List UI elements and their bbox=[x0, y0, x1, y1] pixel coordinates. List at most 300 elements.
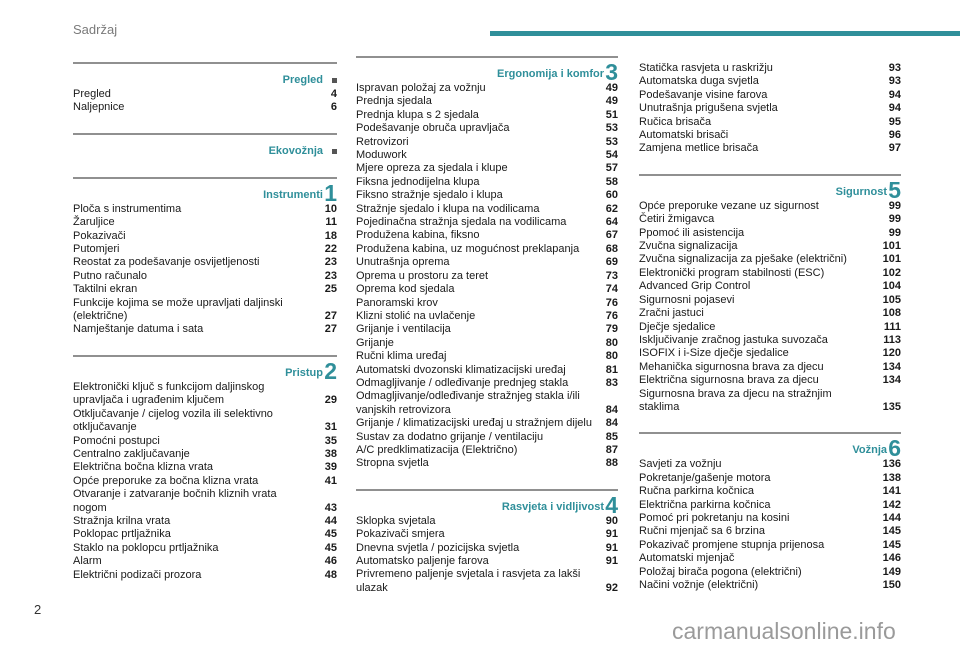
entry-page-number: 91 bbox=[605, 541, 618, 554]
entry-page-number: 83 bbox=[605, 376, 618, 389]
entry-label: Otvaranje i zatvaranje bočnih kliznih vrata nogom bbox=[73, 488, 277, 514]
toc-entry[interactable] bbox=[73, 435, 337, 448]
toc-entry[interactable] bbox=[639, 240, 901, 253]
entry-page-number: 51 bbox=[605, 108, 618, 121]
entry-label: Električna bočna klizna vrata bbox=[73, 461, 214, 474]
entry-label: Dnevna svjetla / pozicijska svjetla bbox=[356, 541, 520, 554]
entry-label: Pojedinačna stražnja sjedala na vodilicama bbox=[356, 216, 567, 229]
entry-label: Zvučna signalizacija za pješake (električni) bbox=[639, 253, 847, 266]
entry-label: Unutrašnja oprema bbox=[356, 256, 450, 269]
entry-label: Ploča s instrumentima bbox=[73, 202, 182, 215]
toc-entry[interactable] bbox=[356, 310, 618, 323]
toc-entry[interactable] bbox=[356, 109, 618, 122]
toc-entry[interactable] bbox=[639, 116, 901, 129]
entry-page-number: 90 bbox=[605, 514, 618, 527]
toc-entry[interactable] bbox=[356, 444, 618, 457]
entry-page-number: 23 bbox=[324, 256, 337, 269]
entry-page-number: 97 bbox=[888, 142, 901, 155]
toc-entry[interactable] bbox=[356, 337, 618, 350]
entry-label: Pregled bbox=[73, 88, 111, 100]
entry-page-number: 23 bbox=[324, 269, 337, 282]
section-title: Rasvjeta i vidljivost bbox=[501, 500, 604, 513]
entry-label: Moduwork bbox=[356, 149, 407, 162]
toc-entry[interactable] bbox=[639, 566, 901, 579]
entry-label: Podešavanje obruča upravljača bbox=[356, 122, 510, 135]
toc-entry[interactable] bbox=[356, 243, 618, 256]
watermark: carmanualsonline.info bbox=[672, 618, 896, 644]
toc-section bbox=[73, 133, 337, 159]
entry-label: Alarm bbox=[73, 555, 102, 568]
entry-page-number: 145 bbox=[882, 538, 901, 551]
toc-entry[interactable] bbox=[356, 149, 618, 162]
entry-label: Odmagljivanje / odleđivanje prednjeg stakla bbox=[356, 376, 569, 389]
entry-label: Namještanje datuma i sata bbox=[73, 323, 204, 336]
toc-entry[interactable] bbox=[73, 323, 337, 336]
entry-page-number: 45 bbox=[324, 528, 337, 541]
entry-page-number: 10 bbox=[324, 202, 337, 215]
entry-label: Prednja klupa s 2 sjedala bbox=[356, 108, 479, 121]
entry-page-number: 111 bbox=[883, 320, 901, 333]
toc-entry[interactable] bbox=[356, 270, 618, 283]
entry-label: Ppomoć ili asistencija bbox=[639, 226, 745, 239]
section-title: Ekovožnja bbox=[268, 144, 323, 157]
toc-section bbox=[639, 432, 901, 592]
entry-list bbox=[356, 515, 618, 595]
section-title: Sigurnost bbox=[835, 185, 887, 198]
toc-entry[interactable] bbox=[639, 280, 901, 293]
section-header bbox=[73, 62, 337, 88]
entry-page-number: 4 bbox=[330, 88, 337, 100]
section-title: Instrumenti bbox=[263, 188, 323, 201]
entry-label: Mehanička sigurnosna brava za djecu bbox=[639, 360, 824, 373]
section-number: 1 bbox=[324, 179, 337, 206]
entry-label: Žaruljice bbox=[73, 216, 115, 229]
entry-page-number: 57 bbox=[605, 162, 618, 175]
entry-page-number: 134 bbox=[882, 374, 901, 387]
entry-list bbox=[73, 203, 337, 337]
entry-page-number: 27 bbox=[324, 310, 337, 323]
entry-label: Klizni stolić na uvlačenje bbox=[356, 309, 476, 322]
entry-label: Stropna svjetla bbox=[356, 457, 429, 470]
toc-entry[interactable] bbox=[73, 216, 337, 229]
entry-label: Statička rasvjeta u raskrižju bbox=[639, 62, 773, 74]
entry-label: Retrovizori bbox=[356, 135, 409, 148]
entry-label: Opće preporuke vezane uz sigurnost bbox=[639, 199, 819, 212]
toc-entry[interactable] bbox=[356, 542, 618, 555]
entry-page-number: 74 bbox=[605, 283, 618, 296]
toc-entry[interactable] bbox=[356, 176, 618, 189]
entry-page-number: 141 bbox=[882, 485, 901, 498]
entry-label: Zračni jastuci bbox=[639, 307, 704, 320]
entry-label: Pokazivač promjene stupnja prijenosa bbox=[639, 538, 825, 551]
entry-page-number: 93 bbox=[888, 62, 901, 74]
entry-label: Advanced Grip Control bbox=[639, 280, 751, 293]
section-title: Vožnja bbox=[852, 444, 887, 457]
toc-entry[interactable] bbox=[639, 485, 901, 498]
toc-entry[interactable] bbox=[639, 294, 901, 307]
entry-page-number: 69 bbox=[605, 256, 618, 269]
entry-page-number: 96 bbox=[888, 129, 901, 142]
entry-page-number: 35 bbox=[324, 434, 337, 447]
toc-entry[interactable] bbox=[73, 461, 337, 474]
toc-entry[interactable] bbox=[356, 377, 618, 390]
section-number: 3 bbox=[605, 59, 618, 85]
entry-label: Sigurnosna brava za djecu na stražnjim staklima bbox=[639, 387, 832, 413]
toc-entry[interactable] bbox=[639, 307, 901, 320]
toc-entry[interactable] bbox=[73, 243, 337, 256]
toc-entry[interactable] bbox=[73, 528, 337, 541]
entry-label: Fiksno stražnje sjedalo i klupa bbox=[356, 189, 503, 202]
entry-label: Elektronički ključ s funkcijom daljinskog upravljača i ugrađenim ključem bbox=[73, 380, 265, 407]
entry-page-number: 41 bbox=[324, 474, 337, 487]
toc-entry[interactable] bbox=[356, 95, 618, 108]
section-square-icon bbox=[332, 78, 337, 83]
entry-label: Načini vožnje (električni) bbox=[639, 579, 759, 591]
entry-page-number: 39 bbox=[324, 461, 337, 474]
toc-entry[interactable] bbox=[639, 458, 901, 471]
toc-entry[interactable] bbox=[73, 542, 337, 555]
entry-label: Putomjeri bbox=[73, 243, 120, 256]
entry-label: Grijanje i ventilacija bbox=[356, 323, 451, 336]
entry-label: Automatsko paljenje farova bbox=[356, 555, 489, 567]
toc-entry[interactable] bbox=[639, 267, 901, 280]
toc-entry[interactable] bbox=[356, 390, 618, 417]
section-header bbox=[639, 174, 901, 203]
section-number: 4 bbox=[605, 491, 618, 518]
entry-label: Grijanje / klimatizacijski uređaj u stražnjem dijelu bbox=[356, 417, 592, 430]
entry-page-number: 144 bbox=[882, 511, 901, 524]
entry-list bbox=[639, 62, 901, 156]
header-accent-bar bbox=[490, 31, 960, 36]
entry-page-number: 136 bbox=[882, 458, 901, 471]
entry-label: Mjere opreza za sjedala i klupe bbox=[356, 162, 508, 175]
entry-page-number: 44 bbox=[324, 514, 337, 527]
entry-page-number: 62 bbox=[605, 202, 618, 215]
entry-page-number: 45 bbox=[324, 541, 337, 554]
entry-page-number: 88 bbox=[605, 457, 618, 470]
entry-label: Ručica brisača bbox=[639, 115, 712, 128]
toc-entry[interactable] bbox=[356, 528, 618, 541]
toc-entry[interactable] bbox=[356, 189, 618, 202]
entry-page-number: 95 bbox=[888, 115, 901, 128]
toc-section bbox=[73, 62, 337, 115]
entry-page-number: 85 bbox=[605, 430, 618, 443]
entry-page-number: 11 bbox=[325, 216, 337, 229]
entry-page-number: 84 bbox=[605, 403, 618, 416]
toc-column-1 bbox=[73, 62, 337, 600]
entry-page-number: 79 bbox=[605, 323, 618, 336]
entry-page-number: 46 bbox=[324, 555, 337, 568]
toc-entry[interactable] bbox=[73, 88, 337, 101]
toc-section bbox=[356, 489, 618, 595]
toc-entry[interactable] bbox=[73, 555, 337, 568]
toc-entry[interactable] bbox=[73, 270, 337, 283]
entry-label: Elektronički program stabilnosti (ESC) bbox=[639, 266, 825, 279]
entry-page-number: 81 bbox=[605, 363, 618, 376]
entry-page-number: 73 bbox=[605, 269, 618, 282]
entry-page-number: 38 bbox=[324, 447, 337, 460]
toc-entry[interactable] bbox=[356, 515, 618, 528]
entry-page-number: 94 bbox=[888, 102, 901, 115]
entry-label: Sustav za dodatno grijanje / ventilaciju bbox=[356, 430, 544, 443]
toc-column-2 bbox=[356, 56, 618, 613]
entry-page-number: 104 bbox=[882, 280, 901, 293]
toc-entry[interactable] bbox=[639, 512, 901, 525]
entry-page-number: 67 bbox=[605, 229, 618, 242]
toc-entry[interactable] bbox=[639, 539, 901, 552]
entry-label: Privremeno paljenje svjetala i rasvjeta za lakši ulazak bbox=[356, 568, 581, 594]
entry-label: Automatski mjenjač bbox=[639, 552, 735, 565]
entry-page-number: 108 bbox=[882, 307, 901, 320]
entry-page-number: 92 bbox=[605, 581, 618, 594]
entry-page-number: 93 bbox=[888, 75, 901, 88]
entry-page-number: 25 bbox=[324, 283, 337, 296]
entry-page-number: 6 bbox=[330, 101, 337, 114]
entry-page-number: 134 bbox=[882, 360, 901, 373]
entry-page-number: 99 bbox=[888, 226, 901, 239]
entry-label: ISOFIX i i-Size dječje sjedalice bbox=[639, 347, 789, 360]
toc-entry[interactable] bbox=[356, 568, 618, 595]
entry-label: Ručni mjenjač sa 6 brzina bbox=[639, 525, 765, 538]
toc-entry[interactable] bbox=[73, 515, 337, 528]
toc-entry[interactable] bbox=[639, 525, 901, 538]
section-header bbox=[639, 432, 901, 462]
toc-section bbox=[356, 56, 618, 471]
entry-page-number: 101 bbox=[882, 240, 901, 253]
entry-list bbox=[73, 381, 337, 582]
entry-label: Oprema kod sjedala bbox=[356, 283, 455, 296]
toc-entry[interactable] bbox=[356, 555, 618, 568]
section-title: Ergonomija i komfor bbox=[497, 68, 604, 80]
entry-label: Ručna parkirna kočnica bbox=[639, 485, 754, 498]
entry-label: Funkcije kojima se može upravljati daljinski (električne) bbox=[73, 296, 283, 323]
entry-label: Električni podizači prozora bbox=[73, 568, 202, 581]
toc-entry[interactable] bbox=[73, 488, 337, 515]
section-header bbox=[356, 489, 618, 518]
entry-page-number: 142 bbox=[882, 498, 901, 511]
entry-label: Ručni klima uređaj bbox=[356, 350, 447, 363]
toc-entry[interactable] bbox=[639, 334, 901, 347]
entry-page-number: 91 bbox=[605, 528, 618, 541]
entry-label: Zamjena metlice brisača bbox=[639, 142, 759, 155]
section-number: 2 bbox=[324, 357, 337, 384]
toc-entry[interactable] bbox=[73, 230, 337, 243]
toc-entry[interactable] bbox=[73, 283, 337, 296]
toc-entry[interactable] bbox=[356, 162, 618, 175]
entry-page-number: 76 bbox=[605, 296, 618, 309]
entry-page-number: 49 bbox=[605, 82, 618, 94]
section-header bbox=[73, 133, 337, 159]
toc-entry[interactable] bbox=[639, 552, 901, 565]
entry-label: Automatski brisači bbox=[639, 129, 729, 142]
entry-label: Oprema u prostoru za teret bbox=[356, 269, 489, 282]
toc-entry[interactable] bbox=[73, 475, 337, 488]
toc-entry[interactable] bbox=[639, 62, 901, 75]
toc-entry[interactable] bbox=[356, 216, 618, 229]
entry-label: Ispravan položaj za vožnju bbox=[356, 82, 486, 94]
entry-label: Centralno zaključavanje bbox=[73, 447, 190, 460]
entry-list bbox=[73, 88, 337, 115]
entry-page-number: 60 bbox=[605, 189, 618, 202]
entry-page-number: 94 bbox=[888, 88, 901, 101]
section-square-icon bbox=[332, 149, 337, 154]
entry-label: Unutrašnja prigušena svjetla bbox=[639, 102, 778, 115]
toc-entry[interactable] bbox=[639, 347, 901, 360]
page-number: 2 bbox=[34, 602, 42, 617]
entry-page-number: 146 bbox=[882, 552, 901, 565]
toc-entry[interactable] bbox=[356, 417, 618, 430]
entry-list bbox=[639, 458, 901, 592]
entry-page-number: 58 bbox=[605, 175, 618, 188]
entry-label: Pokretanje/gašenje motora bbox=[639, 471, 771, 484]
entry-page-number: 31 bbox=[324, 421, 337, 434]
toc-entry[interactable] bbox=[356, 136, 618, 149]
entry-page-number: 150 bbox=[882, 579, 901, 591]
entry-label: Grijanje bbox=[356, 336, 394, 349]
toc-entry[interactable] bbox=[639, 200, 901, 213]
toc-entry[interactable] bbox=[356, 203, 618, 216]
entry-label: Stražnja krilna vrata bbox=[73, 514, 171, 527]
toc-entry[interactable] bbox=[73, 256, 337, 269]
toc-entry[interactable] bbox=[356, 297, 618, 310]
toc-section bbox=[73, 177, 337, 337]
toc-entry[interactable] bbox=[639, 499, 901, 512]
entry-page-number: 99 bbox=[888, 199, 901, 212]
toc-entry[interactable] bbox=[639, 374, 901, 387]
entry-page-number: 102 bbox=[882, 266, 901, 279]
entry-label: Putno računalo bbox=[73, 269, 147, 282]
entry-page-number: 113 bbox=[883, 333, 901, 346]
entry-label: Električna parkirna kočnica bbox=[639, 498, 771, 511]
entry-label: Položaj birača pogona (električni) bbox=[639, 565, 802, 578]
entry-label: Savjeti za vožnju bbox=[639, 458, 722, 471]
toc-entry[interactable] bbox=[356, 364, 618, 377]
entry-page-number: 101 bbox=[882, 253, 901, 266]
toc-entry[interactable] bbox=[73, 101, 337, 114]
toc-entry[interactable] bbox=[639, 388, 901, 415]
entry-label: Produžena kabina, uz mogućnost preklapanja bbox=[356, 242, 580, 255]
toc-section bbox=[639, 174, 901, 415]
entry-label: Automatska duga svjetla bbox=[639, 75, 759, 88]
entry-page-number: 54 bbox=[605, 149, 618, 162]
entry-label: Panoramski krov bbox=[356, 296, 438, 309]
section-header bbox=[73, 355, 337, 384]
section-number: 6 bbox=[888, 435, 901, 462]
section-header bbox=[356, 56, 618, 85]
toc-entry[interactable] bbox=[639, 579, 901, 592]
entry-label: Stražnje sjedalo i klupa na vodilicama bbox=[356, 202, 540, 215]
entry-label: Automatski dvozonski klimatizacijski uređaj bbox=[356, 363, 566, 376]
toc-entry[interactable] bbox=[356, 122, 618, 135]
entry-label: Fiksna jednodijelna klupa bbox=[356, 175, 480, 188]
toc-entry[interactable] bbox=[73, 203, 337, 216]
page-header-title: Sadržaj bbox=[73, 22, 118, 37]
entry-page-number: 64 bbox=[605, 216, 618, 229]
entry-label: Staklo na poklopcu prtljažnika bbox=[73, 541, 219, 554]
section-title: Pristup bbox=[285, 366, 323, 379]
entry-label: Pokazivači smjera bbox=[356, 528, 445, 541]
toc-entry[interactable] bbox=[356, 82, 618, 95]
toc-entry[interactable] bbox=[73, 448, 337, 461]
toc-entry[interactable] bbox=[73, 569, 337, 582]
entry-page-number: 135 bbox=[882, 400, 901, 413]
entry-label: Električna sigurnosna brava za djecu bbox=[639, 374, 819, 387]
toc-entry[interactable] bbox=[639, 89, 901, 102]
toc-entry[interactable] bbox=[639, 227, 901, 240]
entry-page-number: 49 bbox=[605, 95, 618, 108]
toc-entry[interactable] bbox=[639, 213, 901, 226]
toc-section bbox=[639, 62, 901, 156]
entry-page-number: 80 bbox=[605, 350, 618, 363]
entry-list bbox=[639, 200, 901, 415]
entry-label: Otključavanje / cijelog vozila ili selektivno otključavanje bbox=[73, 407, 273, 434]
entry-label: Pomoć pri pokretanju na kosini bbox=[639, 511, 790, 524]
entry-label: Četiri žmigavca bbox=[639, 213, 715, 226]
entry-page-number: 53 bbox=[605, 135, 618, 148]
toc-entry[interactable] bbox=[356, 229, 618, 242]
section-number: 5 bbox=[888, 176, 901, 203]
entry-page-number: 84 bbox=[605, 417, 618, 430]
entry-page-number: 105 bbox=[882, 293, 901, 306]
entry-label: Naljepnice bbox=[73, 101, 125, 114]
toc-entry[interactable] bbox=[639, 361, 901, 374]
entry-page-number: 87 bbox=[605, 443, 618, 456]
entry-label: Produžena kabina, fiksno bbox=[356, 229, 480, 242]
toc-entry[interactable] bbox=[73, 297, 337, 324]
entry-page-number: 48 bbox=[324, 568, 337, 581]
toc-entry[interactable] bbox=[356, 431, 618, 444]
entry-label: Dječje sjedalice bbox=[639, 320, 716, 333]
toc-entry[interactable] bbox=[639, 75, 901, 88]
entry-page-number: 68 bbox=[605, 242, 618, 255]
entry-page-number: 18 bbox=[324, 229, 337, 242]
toc-entry[interactable] bbox=[639, 321, 901, 334]
entry-label: Sigurnosni pojasevi bbox=[639, 293, 735, 306]
entry-label: Poklopac prtljažnika bbox=[73, 528, 171, 541]
toc-entry[interactable] bbox=[639, 472, 901, 485]
entry-page-number: 145 bbox=[882, 525, 901, 538]
entry-page-number: 149 bbox=[882, 565, 901, 578]
entry-page-number: 91 bbox=[605, 555, 618, 567]
toc-entry[interactable] bbox=[639, 129, 901, 142]
entry-label: Opće preporuke za bočna klizna vrata bbox=[73, 474, 259, 487]
toc-entry[interactable] bbox=[639, 253, 901, 266]
entry-page-number: 27 bbox=[324, 323, 337, 336]
toc-entry[interactable] bbox=[639, 142, 901, 155]
toc-entry[interactable] bbox=[73, 381, 337, 408]
toc-section bbox=[73, 355, 337, 582]
toc-entry[interactable] bbox=[356, 256, 618, 269]
toc-entry[interactable] bbox=[356, 350, 618, 363]
toc-entry[interactable] bbox=[356, 457, 618, 470]
entry-page-number: 29 bbox=[324, 394, 337, 407]
entry-page-number: 43 bbox=[324, 501, 337, 514]
entry-page-number: 76 bbox=[605, 309, 618, 322]
toc-entry[interactable] bbox=[356, 283, 618, 296]
toc-entry[interactable] bbox=[356, 323, 618, 336]
entry-page-number: 120 bbox=[882, 347, 901, 360]
entry-label: Podešavanje visine farova bbox=[639, 88, 768, 101]
entry-page-number: 22 bbox=[324, 243, 337, 256]
toc-entry[interactable] bbox=[73, 408, 337, 435]
entry-label: Reostat za podešavanje osvijetljenosti bbox=[73, 256, 260, 269]
entry-page-number: 53 bbox=[605, 122, 618, 135]
toc-entry[interactable] bbox=[639, 102, 901, 115]
entry-label: Isključivanje zračnog jastuka suvozača bbox=[639, 333, 828, 346]
entry-label: Pomoćni postupci bbox=[73, 434, 160, 447]
section-header bbox=[73, 177, 337, 206]
entry-list bbox=[356, 82, 618, 471]
